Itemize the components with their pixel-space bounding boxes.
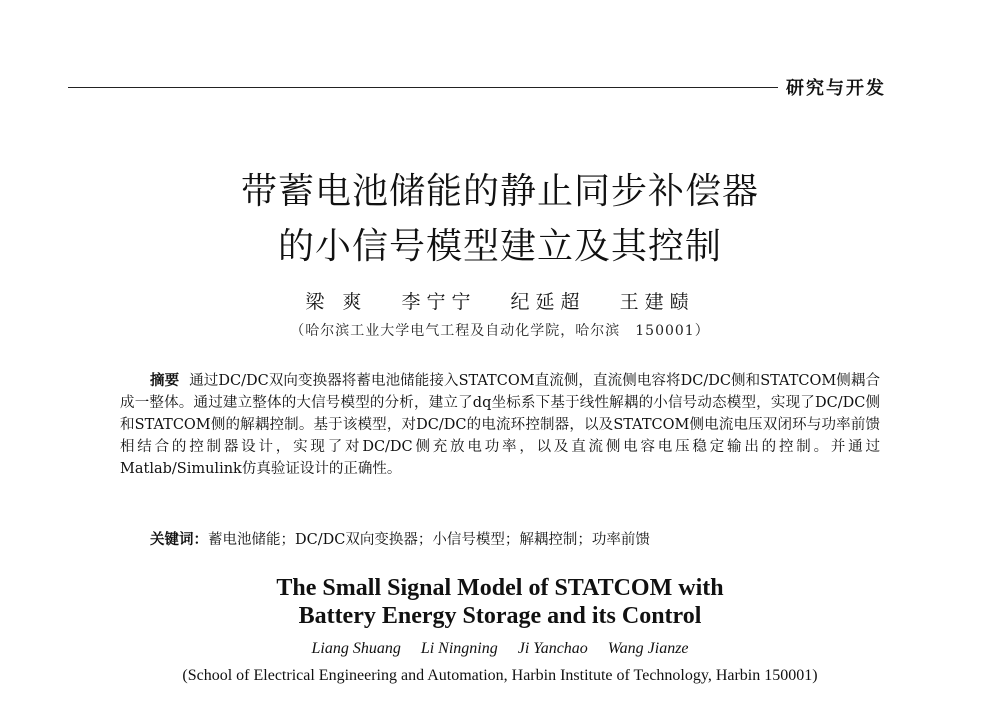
author-en: Liang Shuang (311, 640, 401, 657)
abstract-text: 通过DC/DC双向变换器将蓄电池储能接入STATCOM直流侧，直流侧电容将DC/DC侧和STATCOM侧耦合成一整体。通过建立整体的大信号模型的分析，建立了dq坐标系下基于线性解耦的小信号动态模型，实现了DC/DC侧和STATCOM侧的解耦控制。基于该模型，对DC/DC的电流环控制器，以及STATCOM侧电流电压双闭环与功率前馈相结合的控制器设计，实现了对DC/DC侧充放电功率，以及直流侧电容电压稳定输出的控制。并通过Matlab/Simulink仿真验证设计的正确性。 (120, 373, 880, 477)
abstract (120, 370, 880, 480)
authors-cn (0, 287, 1000, 314)
affiliation-en: (School of Electrical Engineering and Automation, Harbin Institute of Technology, Harbin 150001) (182, 667, 818, 684)
author-en: Ji Yanchao (517, 640, 588, 657)
author-cn: 纪延超 (510, 291, 586, 313)
keywords-label: 关键词： (150, 531, 208, 548)
header-rule (68, 87, 778, 88)
title-cn-line-2: 的小信号模型建立及其控制 (277, 226, 722, 267)
keywords-text: 蓄电池储能；DC/DC双向变换器；小信号模型；解耦控制；功率前馈 (208, 532, 650, 548)
author-en: Li Ningning (420, 640, 498, 657)
author-en: Wang Jianze (607, 640, 689, 657)
authors-en (0, 640, 1000, 658)
affiliation-cn: （哈尔滨工业大学电气工程及自动化学院，哈尔滨 150001） (290, 323, 710, 339)
title-en-line-2: Battery Energy Storage and its Control (298, 603, 702, 629)
keywords (150, 528, 880, 549)
abstract-label: 摘要 (150, 372, 180, 389)
title-en-line-1: The Small Signal Model of STATCOM with (276, 575, 724, 601)
title-cn-line-1: 带蓄电池储能的静止同步补偿器 (240, 171, 759, 212)
author-cn: 梁 爽 (305, 291, 368, 313)
author-cn: 李宁宁 (401, 291, 477, 313)
section-label: 研究与开发 (786, 78, 886, 99)
author-cn: 王建赜 (619, 291, 695, 313)
